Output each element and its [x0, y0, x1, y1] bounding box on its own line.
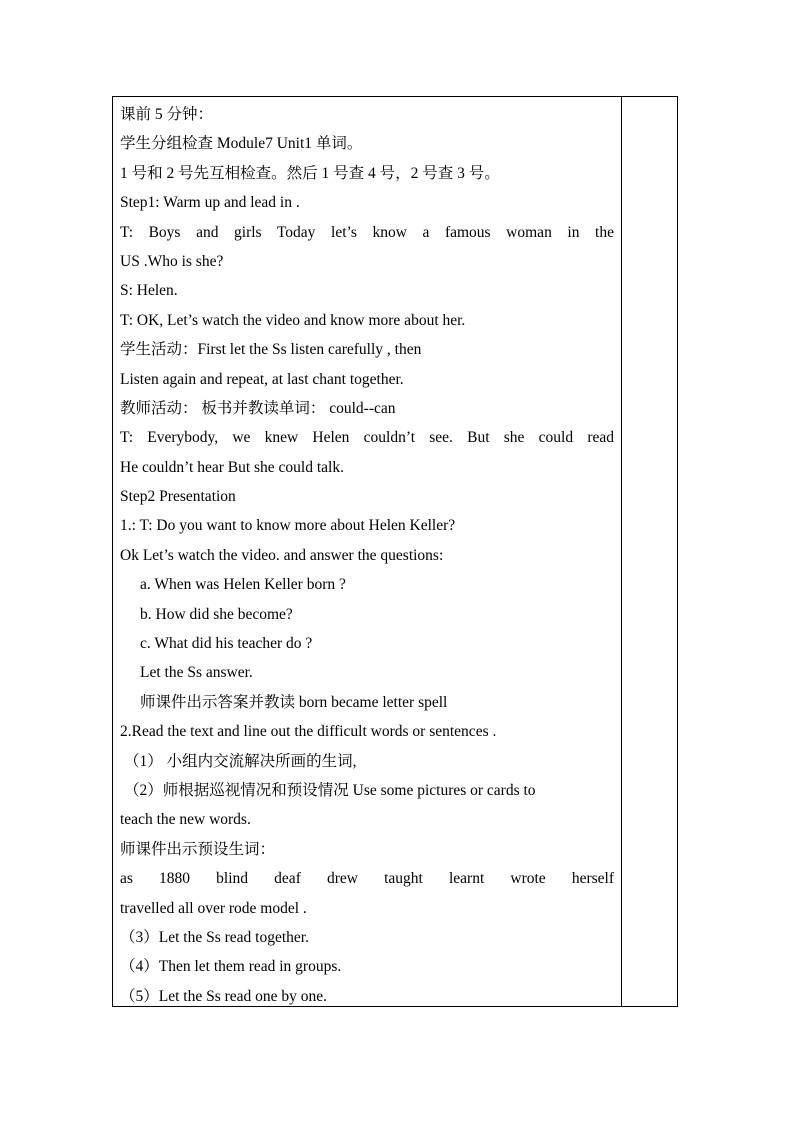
text-line: 2.Read the text and line out the difficult words or sentences . — [120, 723, 497, 741]
list-item: （3）Let the Ss read together. — [120, 928, 309, 946]
vocabulary-line: as 1880 blind deaf drew taught learnt wrote herself — [120, 870, 614, 888]
text-line: He couldn’t hear But she could talk. — [120, 458, 344, 476]
text-line: T: Everybody, we knew Helen couldn’t see. But she could read — [120, 429, 614, 447]
text-line: T: Boys and girls Today let’s know a famous woman in the — [120, 223, 614, 241]
text-line: 教师活动： 板书并教读单词： could--can — [120, 399, 396, 417]
question-item: c. What did his teacher do ? — [140, 635, 313, 653]
list-item: （5）Let the Ss read one by one. — [120, 987, 328, 1005]
text-line: 学生活动：First let the Ss listen carefully , then — [120, 341, 422, 359]
vocabulary-line: travelled all over rode model . — [120, 899, 307, 917]
text-line: teach the new words. — [120, 811, 251, 829]
list-item: （1） 小组内交流解决所画的生词, — [124, 752, 357, 770]
text-line: 师课件出示预设生词： — [120, 840, 276, 858]
text-line: 1 号和 2 号先互相检查。然后 1 号查 4 号，2 号查 3 号。 — [120, 164, 500, 182]
text-line: 课前 5 分钟： — [120, 106, 214, 123]
text-line: 学生分组检查 Module7 Unit1 单词。 — [120, 135, 363, 153]
text-line: S: Helen. — [120, 282, 178, 300]
list-item: （4）Then let them read in groups. — [120, 958, 342, 976]
text-line: US .Who is she? — [120, 252, 224, 270]
text-line: 1.: T: Do you want to know more about Helen Keller? — [120, 517, 456, 535]
list-item: （2）师根据巡视情况和预设情况 Use some pictures or cards to — [124, 781, 536, 799]
notes-column-divider — [621, 97, 622, 1006]
question-item: b. How did she become? — [140, 605, 293, 623]
question-item: a. When was Helen Keller born ? — [140, 576, 346, 594]
text-line: T: OK, Let’s watch the video and know more about her. — [120, 311, 466, 329]
text-line: Ok Let’s watch the video. and answer the questions: — [120, 546, 444, 564]
text-line: Listen again and repeat, at last chant together. — [120, 370, 404, 388]
text-line: 师课件出示答案并教读 born became letter spell — [140, 693, 448, 711]
text-line: Let the Ss answer. — [140, 664, 253, 682]
step-heading: Step1: Warm up and lead in . — [120, 194, 300, 212]
step-heading: Step2 Presentation — [120, 488, 236, 506]
lesson-content-cell — [120, 100, 614, 1011]
lesson-plan-table — [112, 96, 678, 1007]
